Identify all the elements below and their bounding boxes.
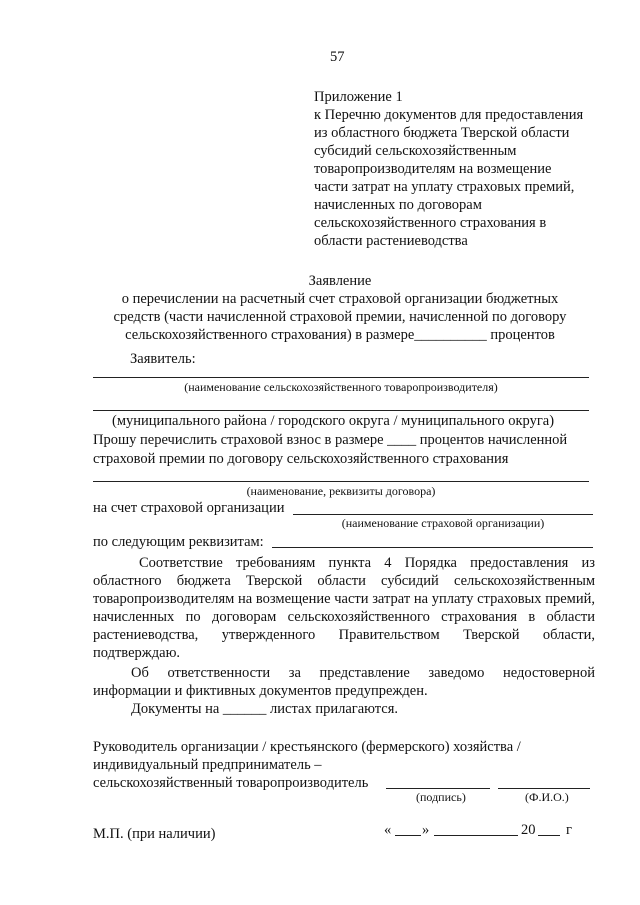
signature-line-3: сельскохозяйственный товаропроизводитель — [93, 775, 369, 791]
appendix-text — [314, 106, 583, 250]
date-year-prefix: 20 — [521, 822, 536, 838]
date-year-line[interactable] — [538, 835, 560, 836]
date-open-quote: « — [384, 822, 392, 838]
statement-line: о перечислении на расчетный счет страховой организации бюджетных — [121, 291, 559, 307]
account-label: на счет страховой организации — [93, 500, 285, 516]
district-fill-line[interactable] — [93, 410, 589, 411]
responsibility-paragraph: Об ответственности за представление заведомо недостоверной информации и фиктивных документов предупрежден. — [93, 665, 595, 699]
statement-line: сельскохозяйственного страхования) в размере__________ процентов — [125, 327, 555, 343]
applicant-label: Заявитель: — [130, 351, 196, 367]
appendix-title: Приложение 1 — [314, 89, 403, 105]
contract-fill-line[interactable] — [93, 481, 589, 482]
signature-line-1: Руководитель организации / крестьянского (фермерского) хозяйства / — [93, 739, 521, 755]
appendix-line: области растениеводства — [314, 233, 468, 249]
appendix-line: товаропроизводителям на возмещение — [314, 161, 552, 177]
appendix-line: начисленных по договорам — [314, 197, 482, 213]
producer-caption: (наименование сельскохозяйственного товаропроизводителя) — [184, 380, 498, 394]
request-line-1: Прошу перечислить страховой взнос в размере ____ процентов начисленной — [93, 432, 568, 448]
insurer-caption: (наименование страховой организации) — [341, 516, 545, 530]
district-caption: (муниципального района / городского округа / муниципального округа) — [112, 413, 555, 429]
name-fill-line[interactable] — [498, 788, 590, 789]
compliance-paragraph: Соответствие требованиям пункта 4 Порядка предоставления из областного бюджета Тверской области субсидий сельскохозяйственным товаропроизводителям на возмещение части затрат на уплату страховых премий, начисленных по договорам сельскохозяйственного страхования в области растениеводства, утвержденного Правительством Тверской области, подтверждаю. — [93, 555, 595, 661]
date-month-line[interactable] — [434, 835, 518, 836]
date-close-quote: » — [422, 822, 430, 838]
appendix-line: субсидий сельскохозяйственным — [314, 143, 517, 159]
appendix-line: сельскохозяйственного страхования в — [314, 215, 547, 231]
date-day-line[interactable] — [395, 835, 421, 836]
signature-line-2: индивидуальный предприниматель – — [93, 757, 322, 773]
contract-caption: (наименование, реквизиты договора) — [246, 484, 436, 498]
details-label: по следующим реквизитам: — [93, 534, 264, 550]
statement-title: Заявление — [308, 273, 372, 289]
appendix-line: из областного бюджета Тверской области — [314, 125, 570, 141]
appendix-line: к Перечню документов для предоставления — [314, 107, 584, 123]
applicant-fill-line[interactable] — [93, 377, 589, 378]
name-caption: (Ф.И.О.) — [525, 790, 569, 804]
documents-line: Документы на ______ листах прилагаются. — [131, 701, 399, 717]
details-fill-line[interactable] — [272, 547, 593, 548]
signature-fill-line[interactable] — [386, 788, 490, 789]
stamp-label: М.П. (при наличии) — [93, 826, 216, 842]
sign-caption: (подпись) — [416, 790, 466, 804]
statement-line: средств (части начисленной страховой премии, начисленной по договору — [113, 309, 567, 325]
date-year-suffix: г — [566, 822, 572, 838]
page-number: 57 — [330, 49, 345, 65]
appendix-line: части затрат на уплату страховых премий, — [314, 179, 575, 195]
statement-subtitle — [90, 290, 590, 344]
insurer-fill-line[interactable] — [293, 514, 593, 515]
request-line-2: страховой премии по договору сельскохозяйственного страхования — [93, 451, 509, 467]
